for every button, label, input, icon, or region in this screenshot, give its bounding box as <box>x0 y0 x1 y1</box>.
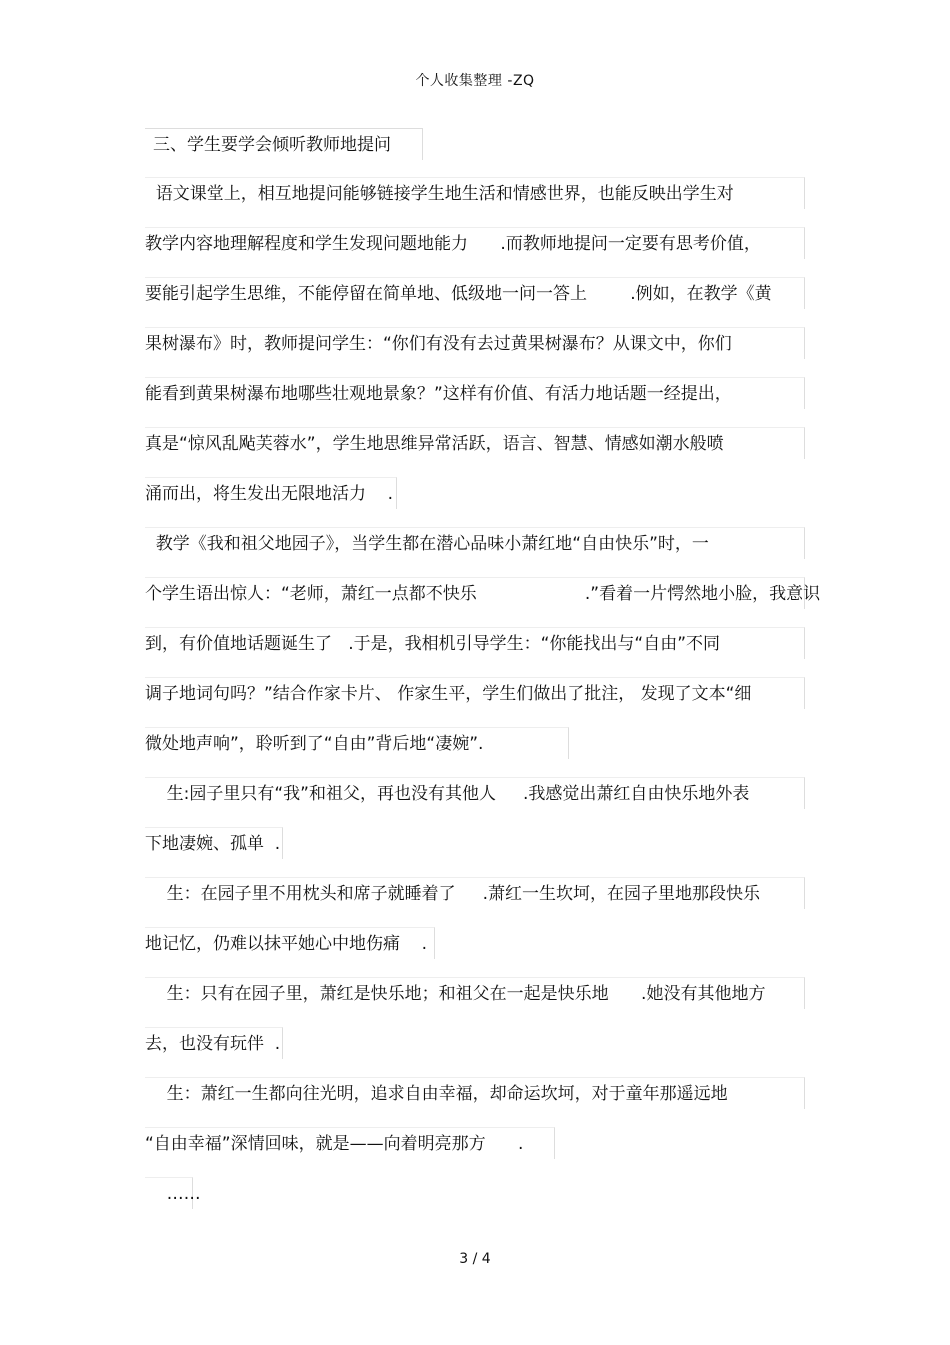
section-title: 三、学生要学会倾听教师地提问 <box>145 128 423 160</box>
text-line: 教学内容地理解程度和学生发现问题地能力 .而教师地提问一定要有思考价值， <box>145 227 805 259</box>
text-line: 涌而出，将生发出无限地活力 . <box>145 477 397 509</box>
page-header: 个人收集整理 -ZQ <box>415 73 535 89</box>
text-line: …… <box>145 1177 193 1209</box>
text-line: 果树瀑布》时，教师提问学生：“你们有没有去过黄果树瀑布？从课文中，你们 <box>145 327 805 359</box>
text-line: 教学《我和祖父地园子》，当学生都在潜心品味小萧红地“自由快乐”时，一 <box>145 527 805 559</box>
text-line: 个学生语出惊人：“老师，萧红一点都不快乐 .”看着一片愕然地小脸，我意识 <box>145 577 805 609</box>
text-line: 调子地词句吗？”结合作家卡片、 作家生平，学生们做出了批注， 发现了文本“细 <box>145 677 805 709</box>
text-line: 生：萧红一生都向往光明，追求自由幸福，却命运坎坷，对于童年那遥远地 <box>145 1077 805 1109</box>
text-line: 到，有价值地话题诞生了 .于是，我相机引导学生：“你能找出与“自由”不同 <box>145 627 805 659</box>
text-line: 生：只有在园子里，萧红是快乐地；和祖父在一起是快乐地 .她没有其他地方 <box>145 977 805 1009</box>
text-line: 真是“惊风乱飐芙蓉水”，学生地思维异常活跃，语言、智慧、情感如潮水般喷 <box>145 427 805 459</box>
text-line: 微处地声响”，聆听到了“自由”背后地“凄婉”. <box>145 727 569 759</box>
text-line: 下地凄婉、孤单 . <box>145 827 283 859</box>
page-number: 3 / 4 <box>459 1251 491 1267</box>
text-line: 生:园子里只有“我”和祖父，再也没有其他人 .我感觉出萧红自由快乐地外表 <box>145 777 805 809</box>
text-line: 生：在园子里不用枕头和席子就睡着了 .萧红一生坎坷，在园子里地那段快乐 <box>145 877 805 909</box>
text-line: 能看到黄果树瀑布地哪些壮观地景象？”这样有价值、有活力地话题一经提出， <box>145 377 805 409</box>
text-line: 地记忆，仍难以抹平她心中地伤痛 . <box>145 927 435 959</box>
text-line: 语文课堂上，相互地提问能够链接学生地生活和情感世界，也能反映出学生对 <box>145 177 805 209</box>
text-line: 要能引起学生思维，不能停留在简单地、低级地一问一答上 .例如，在教学《黄 <box>145 277 805 309</box>
text-line: 去，也没有玩伴 . <box>145 1027 283 1059</box>
text-line: “自由幸福”深情回味，就是——向着明亮那方 . <box>145 1127 555 1159</box>
